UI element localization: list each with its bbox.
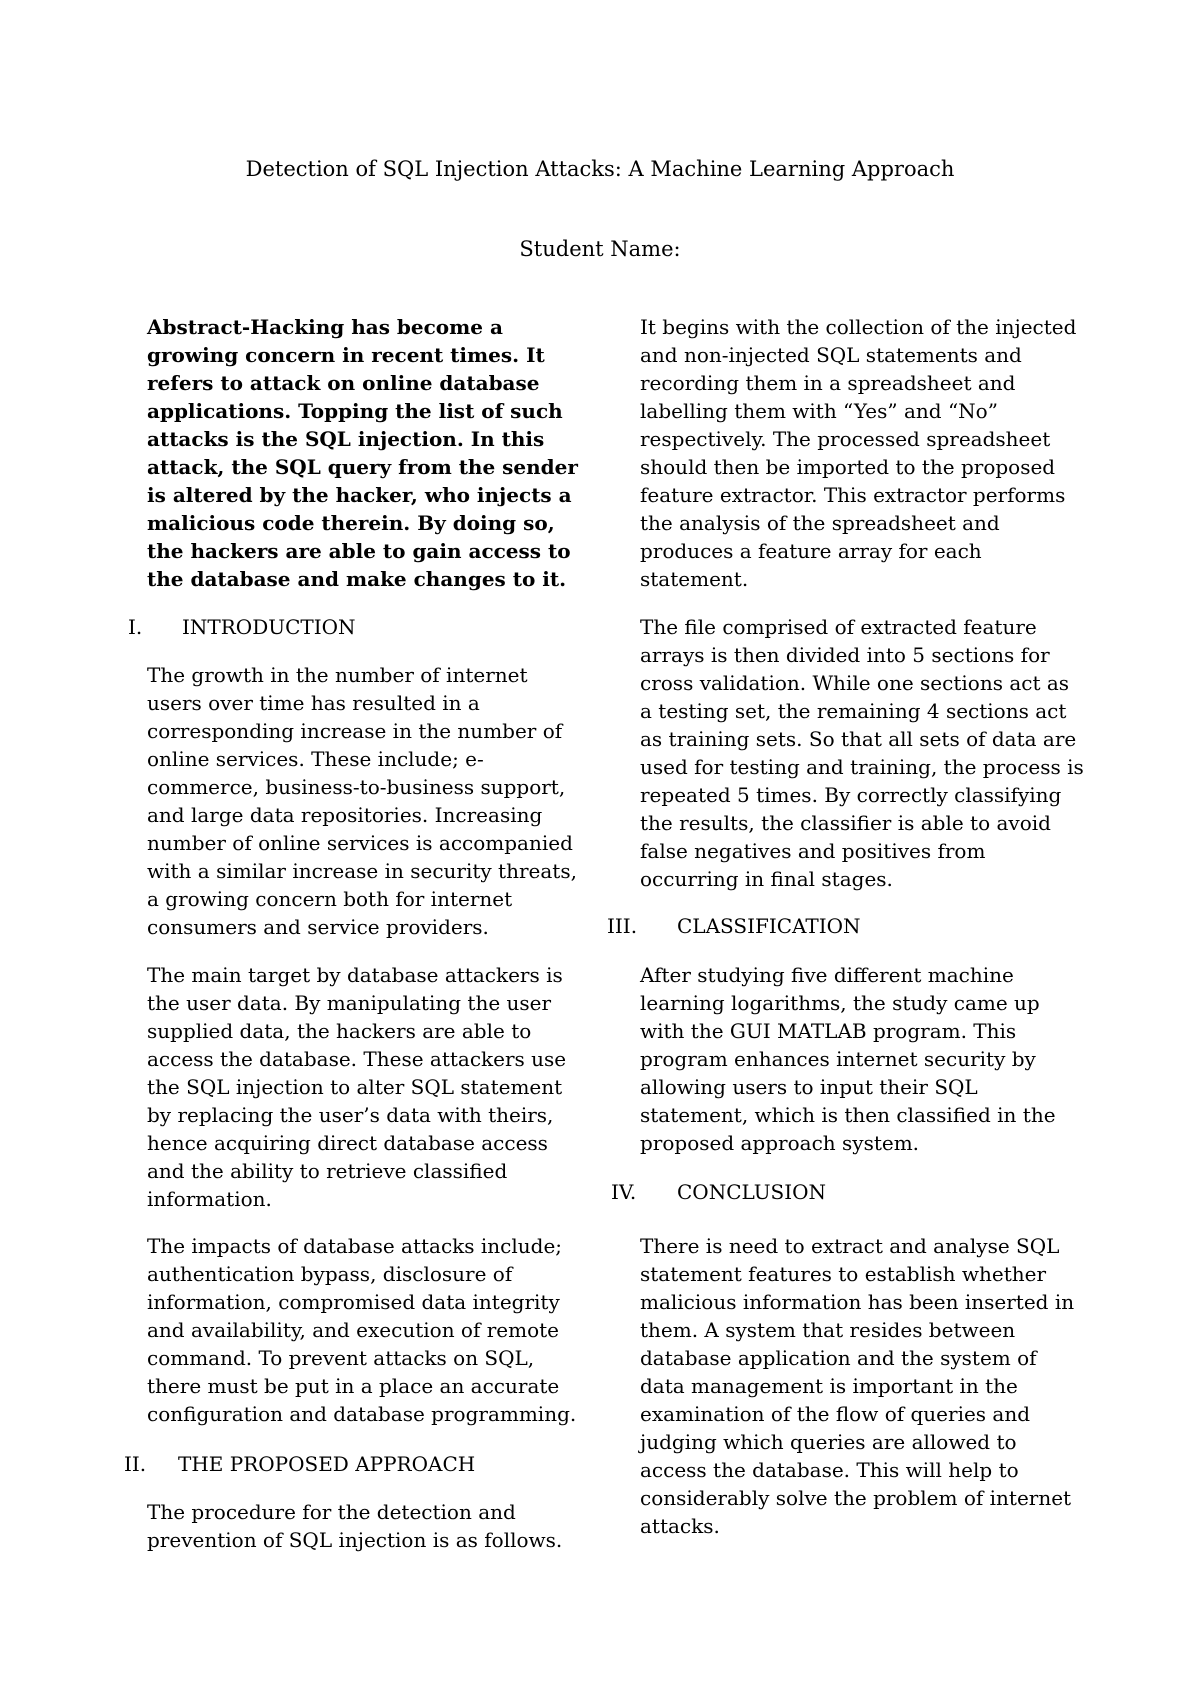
section-number: II. bbox=[124, 1452, 147, 1476]
section-title: CONCLUSION bbox=[677, 1180, 827, 1204]
section-number: I. bbox=[128, 615, 143, 639]
approach-paragraph-1: The procedure for the detection and prevention of SQL injection is as follows. bbox=[147, 1500, 563, 1552]
section-title: THE PROPOSED APPROACH bbox=[178, 1452, 476, 1476]
classification-paragraph-1: After studying five different machine learning logarithms, the study came up with the GUI MATLAB program. This program enhances internet security by allowing users to input their SQL statement, which is then classified in the proposed approach system. bbox=[640, 963, 1056, 1155]
intro-paragraph-3: The impacts of database attacks include; authentication bypass, disclosure of information, compromised data integrity and availability, and execution of remote command. To prevent attacks on SQL, there must be put in a place an accurate configuration and database programming. bbox=[147, 1234, 577, 1426]
section-title: INTRODUCTION bbox=[182, 615, 356, 639]
approach-paragraph-3: The file comprised of extracted feature arrays is then divided into 5 sections for cross validation. While one sections act as a testing set, the remaining 4 sections act as training sets. So that all sets of data are used for testing and training, the process is repeated 5 times. By correctly classifying the results, the classifier is able to avoid false negatives and positives from occurring in final stages. bbox=[640, 615, 1084, 891]
section-title: CLASSIFICATION bbox=[677, 914, 861, 938]
student-name-label: Student Name: bbox=[519, 237, 681, 261]
section-number: III. bbox=[607, 914, 638, 938]
intro-paragraph-2: The main target by database attackers is the user data. By manipulating the user supplied data, the hackers are able to access the database. These attackers use the SQL injection to alter SQL statement by replacing the user’s data with theirs, hence acquiring direct database access and the ability to retrieve classified information. bbox=[147, 963, 567, 1211]
approach-paragraph-2: It begins with the collection of the injected and non-injected SQL statements and recording them in a spreadsheet and labelling them with “Yes” and “No” respectively. The processed spreadsheet should then be imported to the proposed feature extractor. This extractor performs the analysis of the spreadsheet and produces a feature array for each statement. bbox=[640, 315, 1077, 591]
intro-paragraph-1: The growth in the number of internet users over time has resulted in a corresponding increase in the number of online services. These include; e-commerce, business-to-business support, and large data repositories. Increasing number of online services is accompanied with a similar increase in security threats, a growing concern both for internet consumers and service providers. bbox=[147, 663, 577, 939]
paper-title: Detection of SQL Injection Attacks: A Machine Learning Approach bbox=[245, 157, 955, 181]
abstract-text: Abstract-Hacking has become a growing concern in recent times. It refers to attack on online database applications. Topping the list of such attacks is the SQL injection. In this attack, the SQL query from the sender is altered by the hacker, who injects a malicious code therein. By doing so, the hackers are able to gain access to the database and make changes to it. bbox=[147, 315, 578, 591]
section-number: IV. bbox=[611, 1180, 637, 1204]
conclusion-paragraph-1: There is need to extract and analyse SQL statement features to establish whether malicious information has been inserted in them. A system that resides between database application and the system of data management is important in the examination of the flow of queries and judging which queries are allowed to access the database. This will help to considerably solve the problem of internet attacks. bbox=[640, 1234, 1075, 1538]
